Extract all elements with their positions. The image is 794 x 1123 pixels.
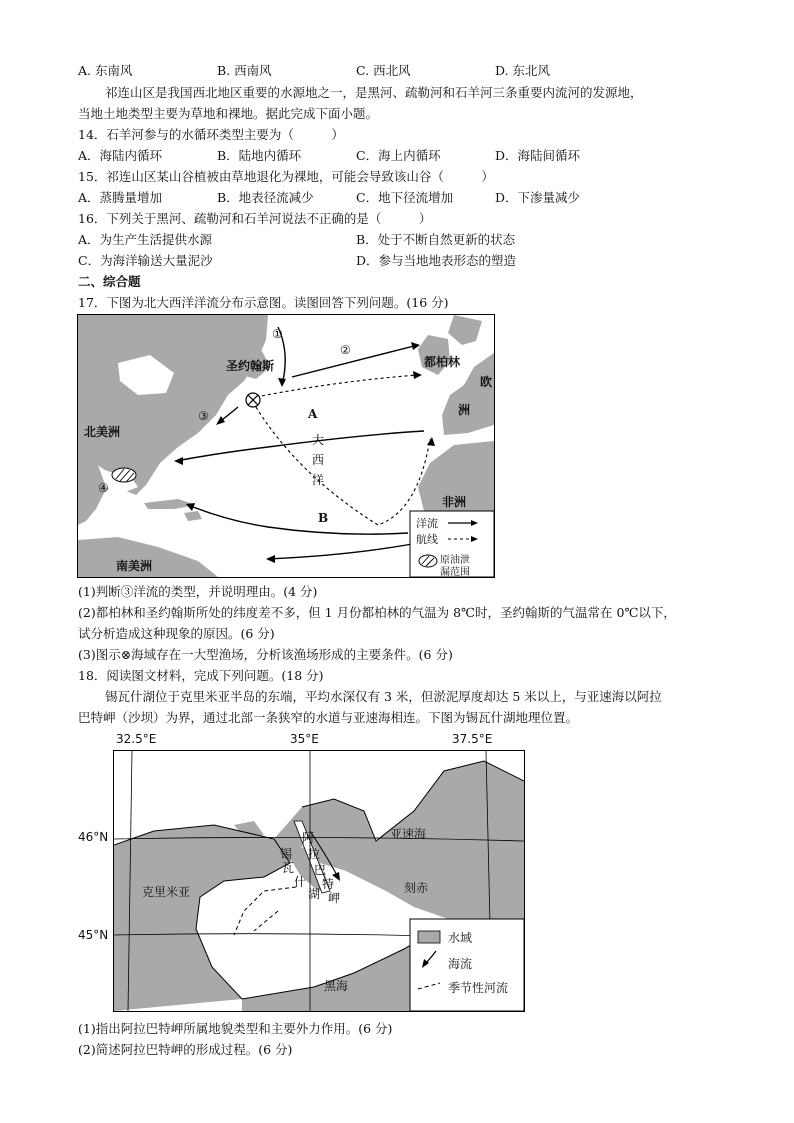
legend-route-label: 航线 [416, 533, 438, 546]
legend-water-label: 水域 [448, 931, 473, 945]
lon-label-37-5: 37.5°E [452, 732, 493, 746]
q16-stem: 16．下列关于黑河、疏勒河和石羊河说法不正确的是（ ） [78, 211, 432, 226]
legend-current-label: 洋流 [416, 517, 438, 530]
crimea-map-drawing [114, 751, 524, 1011]
river-delta-north [324, 755, 346, 791]
sivash-label-3: 什 [294, 875, 307, 889]
q18-sub-2: (2)简述阿拉巴特岬的形成过程。(6 分) [78, 1042, 293, 1057]
lat-label-45: 45°N [78, 928, 109, 942]
shipping-route [256, 375, 430, 525]
q14-option-d: D．海陆间循环 [495, 148, 581, 163]
africa-label: 非洲 [442, 495, 467, 509]
q17-stem: 17．下图为北大西洋洋流分布示意图。读图回答下列问题。(16 分) [78, 295, 449, 310]
q16-option-c: C．为海洋输送大量泥沙 [78, 253, 213, 268]
q13-option-b: B. 西南风 [217, 63, 272, 78]
st-johns-label: 圣约翰斯 [226, 359, 275, 373]
black-sea-label: 黑海 [324, 979, 349, 993]
current-4-label: ④ [98, 481, 109, 495]
legend-water-swatch [418, 931, 440, 943]
azov-sea-label: 亚速海 [390, 827, 427, 841]
q13-option-a: A. 东南风 [78, 63, 133, 78]
q15-option-d: D．下渗量减少 [495, 190, 581, 205]
q18-passage-line-2: 巴特岬（沙坝）为界，通过北部一条狭窄的水道与亚速海相连。下图为锡瓦什湖地理位置。 [78, 710, 579, 725]
legend-oil-label-2: 漏范围 [440, 567, 470, 578]
qilian-passage-line-2: 当地土地类型主要为草地和裸地。据此完成下面小题。 [78, 106, 379, 121]
atlantic-label-1: 大 [312, 433, 325, 447]
q17-sub-3: (3)图示⊗海域存在一大型渔场，分析该渔场形成的主要条件。(6 分) [78, 647, 453, 662]
seasonal-river-1 [234, 887, 296, 935]
kerch-label: 刻赤 [404, 881, 429, 895]
iceland-land [448, 315, 482, 345]
q15-stem: 15．祁连山区某山谷植被由草地退化为裸地，可能会导致该山谷（ ） [78, 169, 494, 184]
arabat-label-2: 拉 [308, 847, 321, 861]
point-b-label: B [318, 511, 329, 525]
legend-sea-current-label: 海流 [448, 957, 473, 971]
q14-option-c: C．海上内循环 [356, 148, 441, 163]
q17-sub-2-line-2: 试分析造成这种现象的原因。(6 分) [78, 626, 275, 641]
legend-seasonal-river-label: 季节性河流 [448, 981, 509, 995]
south-america-label: 南美洲 [116, 559, 153, 573]
q16-option-d: D．参与当地地表形态的塑造 [356, 253, 517, 268]
q18-passage-line-1: 锡瓦什湖位于克里米亚半岛的东端，平均水深仅有 3 米，但淤泥厚度却达 5 米以上，与亚速海以阿拉 [105, 689, 662, 704]
lat-label-46: 46°N [78, 830, 109, 844]
current-2-label: ② [340, 343, 351, 357]
europe-label-2: 洲 [458, 403, 471, 417]
north-atlantic-current-map [77, 314, 495, 578]
sivash-label-4: 湖 [308, 887, 321, 901]
q14-option-a: A．海陆内循环 [78, 148, 163, 163]
q15-option-a: A．蒸腾量增加 [78, 190, 163, 205]
seasonal-river-2 [254, 911, 278, 931]
q13-option-c: C. 西北风 [356, 63, 411, 78]
current-north-equatorial-1 [176, 431, 424, 461]
q16-option-a: A．为生产生活提供水源 [78, 232, 213, 247]
lon-label-35: 35°E [290, 732, 319, 746]
legend-oil-label-1: 原油泄 [440, 555, 470, 566]
q13-option-d: D. 东北风 [495, 63, 551, 78]
q14-option-b: B．陆地内循环 [217, 148, 302, 163]
arabat-label-5: 岬 [328, 891, 341, 905]
black-sea-west-water [114, 825, 293, 1011]
sivash-label-1: 锡 [280, 847, 293, 861]
q15-option-c: C．地下径流增加 [356, 190, 454, 205]
route-lower [256, 407, 430, 525]
q17-sub-1: (1)判断③洋流的类型，并说明理由。(4 分) [78, 584, 318, 599]
section-2-title: 二、综合题 [78, 274, 141, 289]
q18-stem: 18．阅读图文材料，完成下列问题。(18 分) [78, 668, 324, 683]
current-south-line [268, 541, 428, 559]
current-2-line [292, 345, 418, 377]
route-arrowheads [413, 371, 435, 446]
q14-stem: 14．石羊河参与的水循环类型主要为（ ） [78, 127, 344, 142]
dublin-label: 都柏林 [424, 355, 461, 369]
sivash-label-2: 瓦 [282, 861, 295, 875]
q18-sub-1: (1)指出阿拉巴特岬所属地貌类型和主要外力作用。(6 分) [78, 1021, 393, 1036]
q15-option-b: B．地表径流减少 [217, 190, 314, 205]
north-america-label: 北美洲 [84, 425, 121, 439]
arabat-label-3: 巴 [314, 863, 327, 877]
caribbean-island [184, 511, 202, 521]
qilian-passage-line-1: 祁连山区是我国西北地区重要的水源地之一，是黑河、疏勒河和石羊河三条重要内流河的发源地， [105, 85, 643, 100]
atlantic-label-3: 洋 [312, 473, 325, 487]
arabat-label-1: 阿 [302, 831, 315, 845]
sivash-lake-location-map [113, 750, 525, 1012]
europe-label-1: 欧 [480, 375, 493, 389]
current-north-equatorial-2 [188, 505, 408, 534]
crimea-label: 克里米亚 [142, 885, 191, 899]
fishing-ground-symbol [246, 393, 260, 407]
point-a-label: A [308, 407, 318, 421]
atlantic-label-2: 西 [312, 453, 325, 467]
seasonal-rivers [234, 887, 296, 935]
current-3-label: ③ [198, 409, 209, 423]
current-1-label: ① [272, 327, 283, 341]
q17-sub-2-line-1: (2)都柏林和圣约翰斯所处的纬度差不多，但 1 月份都柏林的气温为 8℃时，圣约翰斯的气温常在 0℃以下， [78, 605, 676, 620]
arabat-label-4: 特 [322, 877, 335, 891]
lon-label-32-5: 32.5°E [116, 732, 157, 746]
q16-option-b: B．处于不断自然更新的状态 [356, 232, 516, 247]
